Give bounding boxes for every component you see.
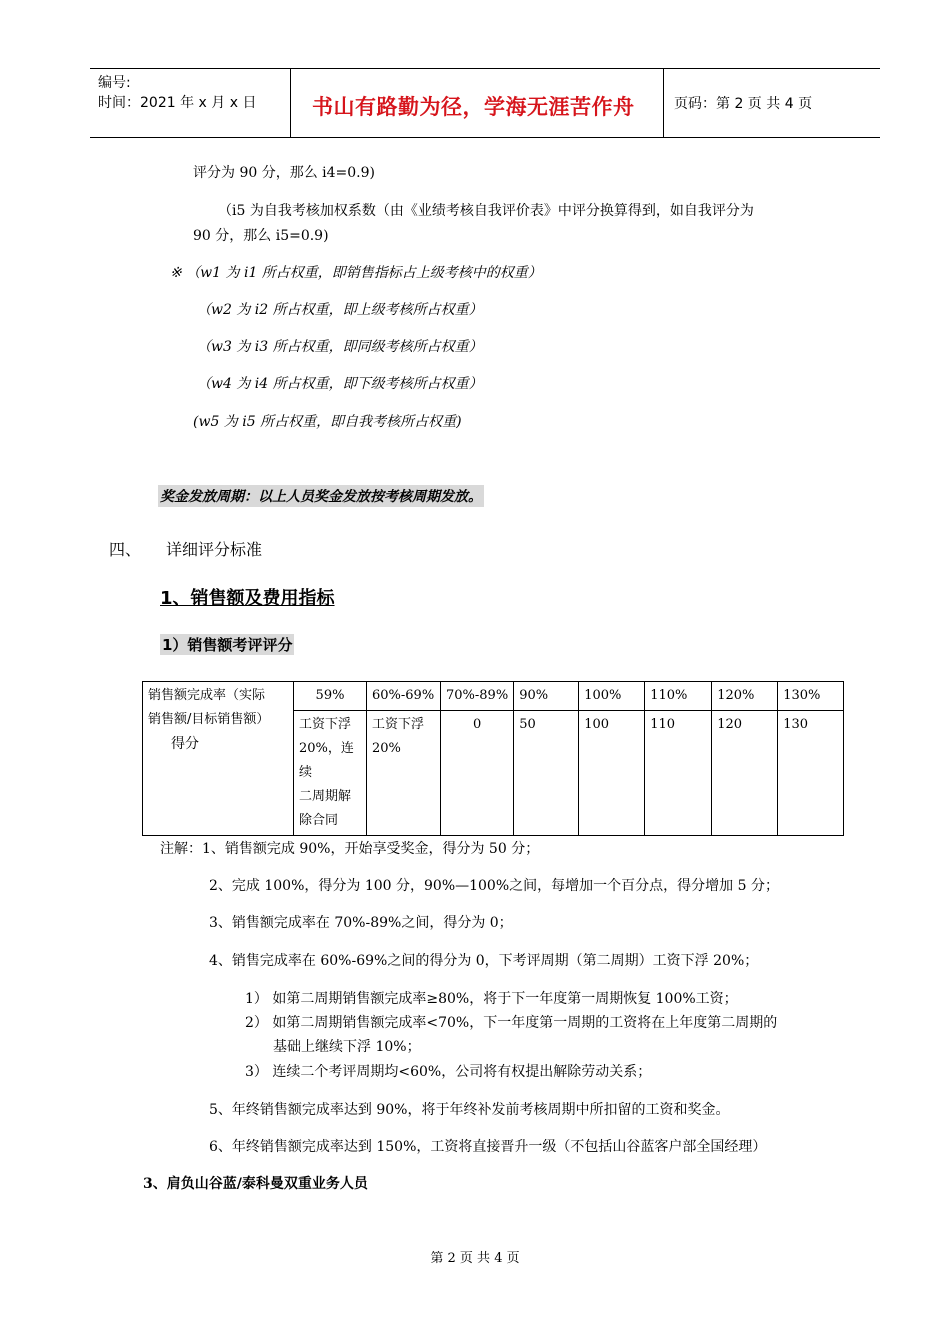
section-heading: 3、肩负山谷蓝/泰科曼双重业务人员 bbox=[143, 1176, 368, 1192]
section-title: 详细评分标准 bbox=[166, 540, 263, 559]
weight-line: （w2 为 i2 所占权重，即上级考核所占权重） bbox=[197, 302, 483, 318]
score-table bbox=[142, 681, 844, 836]
note-line: 4、销售完成率在 60%-69%之间的得分为 0，下考评周期（第二周期）工资下浮 20%； bbox=[209, 953, 759, 969]
page-header bbox=[90, 68, 880, 138]
score-text: 二周期解 bbox=[299, 789, 352, 804]
header-cell: 59% bbox=[294, 682, 367, 711]
body-line: 评分为 90 分，那么 i4=0.9) bbox=[193, 165, 376, 181]
number-label: 编号: bbox=[98, 75, 131, 91]
score-cell: 0 bbox=[441, 711, 514, 836]
note-subline: 3） 连续二个考评周期均<60%，公司将有权提出解除劳动关系； bbox=[245, 1064, 652, 1080]
score-text: 20%，连续 bbox=[299, 741, 354, 780]
score-cell: 120 bbox=[712, 711, 778, 836]
header-divider bbox=[663, 69, 664, 137]
header-cell: 120% bbox=[712, 682, 778, 711]
body-line: （i5 为自我考核加权系数（由《业绩考核自我评价表》中评分换算得到，如自我评分为 bbox=[218, 203, 754, 219]
time-label: 时间：2021 年 x 月 x 日 bbox=[98, 95, 257, 111]
note-subline: 基础上继续下浮 10%； bbox=[273, 1039, 421, 1055]
page-footer: 第 2 页 共 4 页 bbox=[430, 1251, 520, 1266]
score-text: 工资下浮 bbox=[299, 717, 352, 732]
weight-line: （w3 为 i3 所占权重，即同级考核所占权重） bbox=[197, 339, 483, 355]
score-text: 除合同 bbox=[299, 813, 339, 828]
table-row bbox=[143, 682, 844, 711]
note-subline: 2） 如第二周期销售额完成率<70%，下一年度第一周期的工资将在上年度第二周期的 bbox=[245, 1015, 778, 1031]
header-cell: 70%-89% bbox=[441, 682, 514, 711]
subsection-title: 1、销售额及费用指标 bbox=[160, 588, 335, 609]
weight-line: ※ （w1 为 i1 所占权重，即销售指标占上级考核中的权重） bbox=[170, 265, 542, 281]
header-cell: 60%-69% bbox=[367, 682, 441, 711]
header-divider bbox=[290, 69, 291, 137]
body-line: 90 分，那么 i5=0.9) bbox=[193, 228, 329, 244]
score-cell bbox=[294, 711, 367, 836]
row-label: 销售额完成率（实际 bbox=[148, 688, 266, 703]
header-page-info: 页码：第 2 页 共 4 页 bbox=[674, 96, 813, 112]
score-text: 工资下浮 bbox=[372, 717, 425, 732]
score-cell: 100 bbox=[579, 711, 645, 836]
note-line: 2、完成 100%，得分为 100 分，90%—100%之间，每增加一个百分点，得分增加 5 分； bbox=[209, 878, 779, 894]
header-meta bbox=[98, 73, 256, 113]
note-line: 5、年终销售额完成率达到 90%，将于年终补发前考核周期中所扣留的工资和奖金。 bbox=[209, 1102, 730, 1118]
score-cell: 130 bbox=[778, 711, 844, 836]
note-subline: 1） 如第二周期销售额完成率≥80%，将于下一年度第一周期恢复 100%工资； bbox=[245, 991, 738, 1007]
header-cell: 130% bbox=[778, 682, 844, 711]
row-label: 销售额/目标销售额） bbox=[148, 712, 270, 727]
score-cell: 110 bbox=[645, 711, 712, 836]
score-cell: 50 bbox=[514, 711, 579, 836]
row-label-cell bbox=[143, 682, 294, 836]
weight-line: （w4 为 i4 所占权重，即下级考核所占权重） bbox=[197, 376, 483, 392]
score-cell bbox=[367, 711, 441, 836]
note-line: 注解：1、销售额完成 90%，开始享受奖金，得分为 50 分； bbox=[160, 841, 540, 857]
score-text: 20% bbox=[372, 741, 401, 756]
weight-line: (w5 为 i5 所占权重，即自我考核所占权重) bbox=[193, 414, 462, 430]
bonus-period: 奖金发放周期：以上人员奖金发放按考核周期发放。 bbox=[158, 485, 484, 507]
header-cell: 100% bbox=[579, 682, 645, 711]
header-cell: 110% bbox=[645, 682, 712, 711]
header-motto: 书山有路勤为径，学海无涯苦作舟 bbox=[312, 95, 635, 119]
note-line: 6、年终销售额完成率达到 150%，工资将直接晋升一级（不包括山谷蓝客户部全国经理） bbox=[209, 1139, 767, 1155]
note-line: 3、销售额完成率在 70%-89%之间，得分为 0； bbox=[209, 915, 513, 931]
score-label: 得分 bbox=[171, 736, 199, 752]
section-number: 四、 bbox=[109, 540, 142, 559]
header-cell: 90% bbox=[514, 682, 579, 711]
subsubsection-title: 1）销售额考评评分 bbox=[162, 636, 293, 654]
